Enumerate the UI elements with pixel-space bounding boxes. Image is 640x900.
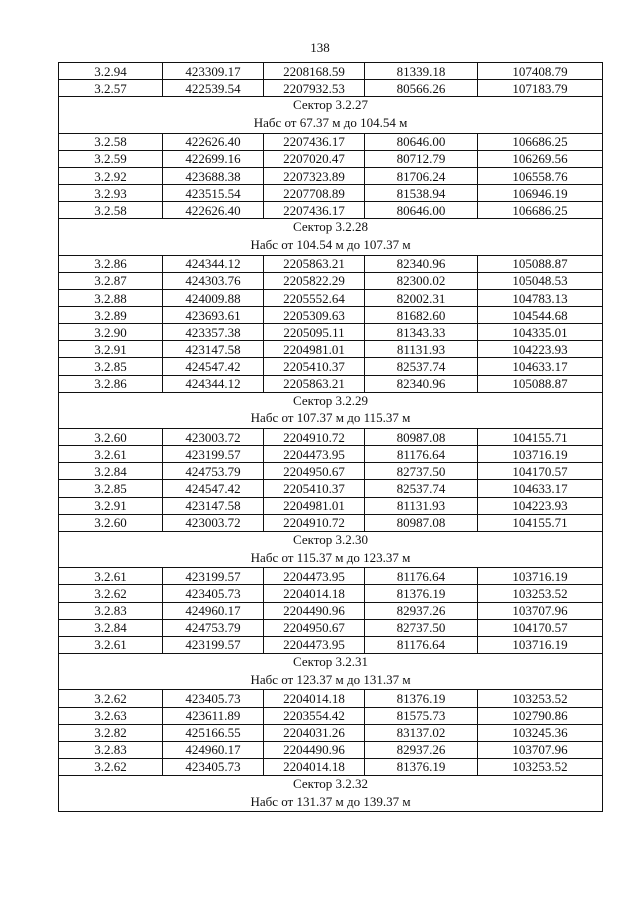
point-id-cell: 3.2.87 — [59, 272, 163, 289]
point-id-cell: 3.2.62 — [59, 690, 163, 707]
x-coordinate-cell: 424303.76 — [163, 272, 264, 289]
point-id-cell: 3.2.82 — [59, 724, 163, 741]
point-id-cell: 3.2.83 — [59, 741, 163, 758]
y2-coordinate-cell: 103253.52 — [478, 690, 603, 707]
table-row — [59, 497, 603, 514]
point-id-cell: 3.2.61 — [59, 446, 163, 463]
x2-coordinate-cell: 81176.64 — [365, 636, 478, 653]
y-coordinate-cell: 2204014.18 — [264, 758, 365, 775]
y-coordinate-cell: 2207932.53 — [264, 80, 365, 97]
table-row — [59, 307, 603, 324]
y-coordinate-cell: 2205095.11 — [264, 324, 365, 341]
sector-header-cell — [59, 97, 603, 134]
x-coordinate-cell: 423611.89 — [163, 707, 264, 724]
x2-coordinate-cell: 82340.96 — [365, 375, 478, 392]
point-id-cell: 3.2.93 — [59, 185, 163, 202]
sector-header-row — [59, 219, 603, 256]
table-row — [59, 358, 603, 375]
x-coordinate-cell: 424960.17 — [163, 602, 264, 619]
x-coordinate-cell: 424547.42 — [163, 358, 264, 375]
sector-title: Сектор 3.2.30 — [292, 531, 368, 547]
table-row — [59, 272, 603, 289]
point-id-cell: 3.2.63 — [59, 707, 163, 724]
y-coordinate-cell: 2207436.17 — [264, 133, 365, 150]
sector-elevation-range: Набс от 104.54 м до 107.37 м — [250, 237, 411, 253]
table-row — [59, 463, 603, 480]
y2-coordinate-cell: 104335.01 — [478, 324, 603, 341]
sector-title: Сектор 3.2.29 — [292, 392, 368, 408]
y2-coordinate-cell: 104633.17 — [478, 358, 603, 375]
x2-coordinate-cell: 83137.02 — [365, 724, 478, 741]
x2-coordinate-cell: 81706.24 — [365, 167, 478, 184]
x2-coordinate-cell: 80566.26 — [365, 80, 478, 97]
point-id-cell: 3.2.60 — [59, 429, 163, 446]
y-coordinate-cell: 2205410.37 — [264, 358, 365, 375]
point-id-cell: 3.2.88 — [59, 290, 163, 307]
table-row — [59, 446, 603, 463]
y-coordinate-cell: 2204014.18 — [264, 690, 365, 707]
point-id-cell: 3.2.94 — [59, 63, 163, 80]
x2-coordinate-cell: 81131.93 — [365, 341, 478, 358]
y-coordinate-cell: 2204950.67 — [264, 619, 365, 636]
x2-coordinate-cell: 81176.64 — [365, 446, 478, 463]
table-row — [59, 724, 603, 741]
point-id-cell: 3.2.61 — [59, 636, 163, 653]
y2-coordinate-cell: 104783.13 — [478, 290, 603, 307]
x-coordinate-cell: 424009.88 — [163, 290, 264, 307]
point-id-cell: 3.2.84 — [59, 463, 163, 480]
table-row — [59, 290, 603, 307]
table-row — [59, 375, 603, 392]
y2-coordinate-cell: 103716.19 — [478, 568, 603, 585]
table-row — [59, 690, 603, 707]
y-coordinate-cell: 2204981.01 — [264, 341, 365, 358]
y2-coordinate-cell: 103253.52 — [478, 758, 603, 775]
y2-coordinate-cell: 104170.57 — [478, 619, 603, 636]
x2-coordinate-cell: 82937.26 — [365, 602, 478, 619]
y2-coordinate-cell: 105048.53 — [478, 272, 603, 289]
y2-coordinate-cell: 105088.87 — [478, 255, 603, 272]
point-id-cell: 3.2.60 — [59, 514, 163, 531]
point-id-cell: 3.2.85 — [59, 358, 163, 375]
sector-elevation-range: Набс от 107.37 м до 115.37 м — [250, 410, 411, 426]
coordinates-table — [58, 62, 603, 812]
point-id-cell: 3.2.83 — [59, 602, 163, 619]
x-coordinate-cell: 424547.42 — [163, 480, 264, 497]
sector-header-cell — [59, 531, 603, 568]
point-id-cell: 3.2.86 — [59, 255, 163, 272]
sector-title: Сектор 3.2.32 — [292, 775, 368, 791]
y-coordinate-cell: 2204950.67 — [264, 463, 365, 480]
y-coordinate-cell: 2204490.96 — [264, 602, 365, 619]
x2-coordinate-cell: 82937.26 — [365, 741, 478, 758]
y-coordinate-cell: 2207436.17 — [264, 202, 365, 219]
x-coordinate-cell: 424960.17 — [163, 741, 264, 758]
table-row — [59, 741, 603, 758]
y2-coordinate-cell: 104223.93 — [478, 341, 603, 358]
y2-coordinate-cell: 107408.79 — [478, 63, 603, 80]
point-id-cell: 3.2.62 — [59, 758, 163, 775]
x2-coordinate-cell: 82537.74 — [365, 358, 478, 375]
table-row — [59, 341, 603, 358]
y-coordinate-cell: 2204490.96 — [264, 741, 365, 758]
y-coordinate-cell: 2203554.42 — [264, 707, 365, 724]
table-row — [59, 324, 603, 341]
table-row — [59, 514, 603, 531]
y2-coordinate-cell: 104544.68 — [478, 307, 603, 324]
y-coordinate-cell: 2204473.95 — [264, 446, 365, 463]
x-coordinate-cell: 424753.79 — [163, 463, 264, 480]
y2-coordinate-cell: 104223.93 — [478, 497, 603, 514]
table-row — [59, 602, 603, 619]
y2-coordinate-cell: 107183.79 — [478, 80, 603, 97]
point-id-cell: 3.2.92 — [59, 167, 163, 184]
sector-title: Сектор 3.2.28 — [292, 219, 368, 235]
y-coordinate-cell: 2204910.72 — [264, 429, 365, 446]
point-id-cell: 3.2.58 — [59, 202, 163, 219]
y-coordinate-cell: 2204014.18 — [264, 585, 365, 602]
x2-coordinate-cell: 82300.02 — [365, 272, 478, 289]
x2-coordinate-cell: 81376.19 — [365, 758, 478, 775]
x-coordinate-cell: 423309.17 — [163, 63, 264, 80]
table-row — [59, 80, 603, 97]
sector-elevation-range: Набс от 115.37 м до 123.37 м — [250, 549, 411, 565]
y-coordinate-cell: 2207708.89 — [264, 185, 365, 202]
y-coordinate-cell: 2205822.29 — [264, 272, 365, 289]
table-row — [59, 480, 603, 497]
point-id-cell: 3.2.84 — [59, 619, 163, 636]
sector-header-cell — [59, 219, 603, 256]
point-id-cell: 3.2.59 — [59, 150, 163, 167]
x2-coordinate-cell: 82737.50 — [365, 463, 478, 480]
point-id-cell: 3.2.89 — [59, 307, 163, 324]
y2-coordinate-cell: 103253.52 — [478, 585, 603, 602]
x-coordinate-cell: 424344.12 — [163, 375, 264, 392]
table-row — [59, 619, 603, 636]
point-id-cell: 3.2.57 — [59, 80, 163, 97]
y-coordinate-cell: 2207020.47 — [264, 150, 365, 167]
point-id-cell: 3.2.91 — [59, 341, 163, 358]
x-coordinate-cell: 423199.57 — [163, 446, 264, 463]
sector-header-row — [59, 97, 603, 134]
table-row — [59, 568, 603, 585]
sector-title: Сектор 3.2.27 — [292, 97, 368, 113]
x-coordinate-cell: 423147.58 — [163, 497, 264, 514]
x2-coordinate-cell: 80646.00 — [365, 133, 478, 150]
x-coordinate-cell: 422626.40 — [163, 202, 264, 219]
table-row — [59, 202, 603, 219]
table-row — [59, 585, 603, 602]
y2-coordinate-cell: 103716.19 — [478, 636, 603, 653]
y2-coordinate-cell: 104155.71 — [478, 514, 603, 531]
x-coordinate-cell: 423693.61 — [163, 307, 264, 324]
x2-coordinate-cell: 81682.60 — [365, 307, 478, 324]
x-coordinate-cell: 425166.55 — [163, 724, 264, 741]
x-coordinate-cell: 423405.73 — [163, 758, 264, 775]
x-coordinate-cell: 423003.72 — [163, 429, 264, 446]
x2-coordinate-cell: 82002.31 — [365, 290, 478, 307]
x2-coordinate-cell: 80646.00 — [365, 202, 478, 219]
point-id-cell: 3.2.85 — [59, 480, 163, 497]
table-row — [59, 255, 603, 272]
y-coordinate-cell: 2205410.37 — [264, 480, 365, 497]
sector-header-row — [59, 531, 603, 568]
x-coordinate-cell: 422539.54 — [163, 80, 264, 97]
y2-coordinate-cell: 103707.96 — [478, 602, 603, 619]
sector-elevation-range: Набс от 123.37 м до 131.37 м — [250, 671, 411, 687]
x2-coordinate-cell: 81538.94 — [365, 185, 478, 202]
sector-header-cell — [59, 775, 603, 812]
sector-header-cell — [59, 653, 603, 690]
x2-coordinate-cell: 81339.18 — [365, 63, 478, 80]
x2-coordinate-cell: 80987.08 — [365, 514, 478, 531]
sector-title: Сектор 3.2.31 — [292, 653, 368, 669]
table-row — [59, 707, 603, 724]
x2-coordinate-cell: 82537.74 — [365, 480, 478, 497]
y2-coordinate-cell: 103245.36 — [478, 724, 603, 741]
y2-coordinate-cell: 104633.17 — [478, 480, 603, 497]
page-number: 138 — [310, 40, 330, 55]
table-row — [59, 150, 603, 167]
y2-coordinate-cell: 103716.19 — [478, 446, 603, 463]
x-coordinate-cell: 423003.72 — [163, 514, 264, 531]
x-coordinate-cell: 423405.73 — [163, 690, 264, 707]
x-coordinate-cell: 423405.73 — [163, 585, 264, 602]
point-id-cell: 3.2.86 — [59, 375, 163, 392]
point-id-cell: 3.2.58 — [59, 133, 163, 150]
sector-header-row — [59, 653, 603, 690]
x2-coordinate-cell: 82340.96 — [365, 255, 478, 272]
y2-coordinate-cell: 106946.19 — [478, 185, 603, 202]
y2-coordinate-cell: 104155.71 — [478, 429, 603, 446]
point-id-cell: 3.2.61 — [59, 568, 163, 585]
y-coordinate-cell: 2207323.89 — [264, 167, 365, 184]
table-row — [59, 758, 603, 775]
table-row — [59, 63, 603, 80]
x2-coordinate-cell: 81343.33 — [365, 324, 478, 341]
x-coordinate-cell: 423357.38 — [163, 324, 264, 341]
table-row — [59, 133, 603, 150]
x-coordinate-cell: 423199.57 — [163, 636, 264, 653]
point-id-cell: 3.2.90 — [59, 324, 163, 341]
y-coordinate-cell: 2208168.59 — [264, 63, 365, 80]
x-coordinate-cell: 424753.79 — [163, 619, 264, 636]
x2-coordinate-cell: 81575.73 — [365, 707, 478, 724]
point-id-cell: 3.2.91 — [59, 497, 163, 514]
y2-coordinate-cell: 106269.56 — [478, 150, 603, 167]
y-coordinate-cell: 2204031.26 — [264, 724, 365, 741]
y2-coordinate-cell: 106686.25 — [478, 202, 603, 219]
table-row — [59, 185, 603, 202]
x2-coordinate-cell: 81176.64 — [365, 568, 478, 585]
x2-coordinate-cell: 81376.19 — [365, 690, 478, 707]
y2-coordinate-cell: 104170.57 — [478, 463, 603, 480]
x-coordinate-cell: 422699.16 — [163, 150, 264, 167]
y-coordinate-cell: 2205863.21 — [264, 375, 365, 392]
x2-coordinate-cell: 81131.93 — [365, 497, 478, 514]
x-coordinate-cell: 423688.38 — [163, 167, 264, 184]
y2-coordinate-cell: 103707.96 — [478, 741, 603, 758]
y-coordinate-cell: 2204473.95 — [264, 636, 365, 653]
sector-elevation-range: Набс от 131.37 м до 139.37 м — [250, 793, 411, 809]
y-coordinate-cell: 2204910.72 — [264, 514, 365, 531]
x2-coordinate-cell: 80987.08 — [365, 429, 478, 446]
y-coordinate-cell: 2204981.01 — [264, 497, 365, 514]
y2-coordinate-cell: 105088.87 — [478, 375, 603, 392]
y2-coordinate-cell: 102790.86 — [478, 707, 603, 724]
sector-header-cell — [59, 392, 603, 429]
sector-header-row — [59, 775, 603, 812]
y-coordinate-cell: 2204473.95 — [264, 568, 365, 585]
point-id-cell: 3.2.62 — [59, 585, 163, 602]
y-coordinate-cell: 2205552.64 — [264, 290, 365, 307]
table-row — [59, 429, 603, 446]
x-coordinate-cell: 423199.57 — [163, 568, 264, 585]
x-coordinate-cell: 422626.40 — [163, 133, 264, 150]
x-coordinate-cell: 423147.58 — [163, 341, 264, 358]
sector-elevation-range: Набс от 67.37 м до 104.54 м — [253, 114, 408, 130]
y2-coordinate-cell: 106558.76 — [478, 167, 603, 184]
table-row — [59, 167, 603, 184]
x-coordinate-cell: 424344.12 — [163, 255, 264, 272]
x2-coordinate-cell: 81376.19 — [365, 585, 478, 602]
x2-coordinate-cell: 80712.79 — [365, 150, 478, 167]
y-coordinate-cell: 2205863.21 — [264, 255, 365, 272]
x-coordinate-cell: 423515.54 — [163, 185, 264, 202]
y2-coordinate-cell: 106686.25 — [478, 133, 603, 150]
sector-header-row — [59, 392, 603, 429]
y-coordinate-cell: 2205309.63 — [264, 307, 365, 324]
table-row — [59, 636, 603, 653]
x2-coordinate-cell: 82737.50 — [365, 619, 478, 636]
table-body — [59, 63, 603, 812]
